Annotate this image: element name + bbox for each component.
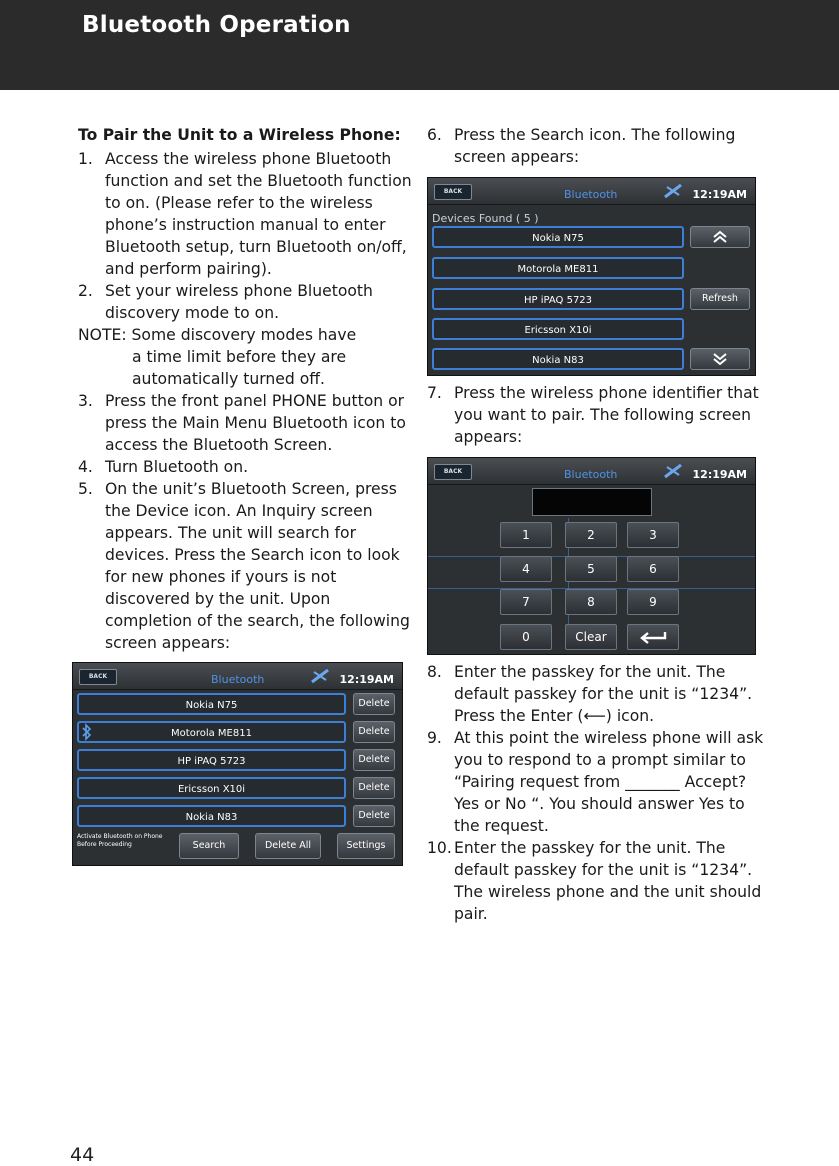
step-number: 5. xyxy=(78,480,93,498)
double-chevron-up-icon xyxy=(712,230,728,244)
devices-found-label: Devices Found ( 5 ) xyxy=(432,212,539,225)
device-button[interactable]: Nokia N83 xyxy=(432,348,684,370)
screen-title: Bluetooth xyxy=(564,188,618,201)
bluetooth-signal-icon xyxy=(662,182,684,200)
key-6[interactable]: 6 xyxy=(627,556,679,582)
step-text: Access the wireless phone Bluetooth function and set the Bluetooth function to on. (Please refer to the wireless phone’s instruction manual to enter Bluetooth setup, turn Bluetooth on/off, and perform pairing). xyxy=(105,150,412,278)
screen-title: Bluetooth xyxy=(564,468,618,481)
device-button[interactable]: HP iPAQ 5723 xyxy=(77,749,346,771)
enter-button[interactable] xyxy=(627,624,679,650)
device-button[interactable]: Motorola ME811 xyxy=(432,257,684,279)
clock: 12:19AM xyxy=(692,188,747,201)
delete-button[interactable]: Delete xyxy=(353,693,395,715)
device-button[interactable]: HP iPAQ 5723 xyxy=(432,288,684,310)
scroll-up-button[interactable] xyxy=(690,226,750,248)
delete-button[interactable]: Delete xyxy=(353,721,395,743)
step-text: On the unit’s Bluetooth Screen, press the Device icon. An Inquiry screen appears. The unit will search for devices. Press the Search icon to look for new phones if yours is not discovered by the unit. Upon completion of the search, the following screen appears: xyxy=(105,480,410,652)
device-list-screenshot xyxy=(72,662,403,866)
screen-topbar xyxy=(428,178,755,205)
bluetooth-icon xyxy=(82,723,92,741)
right-column xyxy=(427,124,767,925)
note-body: a time limit before they are automatically turned off. xyxy=(132,348,347,388)
step-number: 6. xyxy=(427,126,442,144)
step-7 xyxy=(427,382,767,448)
devices-found-screenshot xyxy=(427,177,756,376)
device-button[interactable]: Nokia N75 xyxy=(432,226,684,248)
step-number: 4. xyxy=(78,458,93,476)
step-2 xyxy=(78,280,418,324)
key-9[interactable]: 9 xyxy=(627,589,679,615)
key-7[interactable]: 7 xyxy=(500,589,552,615)
step-8 xyxy=(427,661,767,727)
screen-topbar xyxy=(73,663,402,690)
screen-title: Bluetooth xyxy=(211,673,265,686)
step-10 xyxy=(427,837,767,925)
scroll-down-button[interactable] xyxy=(690,348,750,370)
step-5 xyxy=(78,478,418,654)
passkey-display xyxy=(532,488,652,516)
delete-button[interactable]: Delete xyxy=(353,777,395,799)
step-4 xyxy=(78,456,418,478)
settings-button[interactable]: Settings xyxy=(337,833,395,859)
step-text: Turn Bluetooth on. xyxy=(105,458,249,476)
clear-button[interactable]: Clear xyxy=(565,624,617,650)
passkey-screenshot xyxy=(427,457,756,655)
device-button[interactable]: Nokia N83 xyxy=(77,805,346,827)
device-button[interactable]: Nokia N75 xyxy=(77,693,346,715)
step-text: Set your wireless phone Bluetooth discovery mode to on. xyxy=(105,282,373,322)
step-number: 3. xyxy=(78,392,93,410)
back-button[interactable]: BACK xyxy=(434,184,472,200)
delete-button[interactable]: Delete xyxy=(353,805,395,827)
double-chevron-down-icon xyxy=(712,352,728,366)
screen-topbar xyxy=(428,458,755,485)
back-button[interactable]: BACK xyxy=(434,464,472,480)
bluetooth-signal-icon xyxy=(309,667,331,685)
note-label: NOTE: Some discovery modes have xyxy=(78,326,357,344)
step-number: 7. xyxy=(427,384,442,402)
page-title: Bluetooth Operation xyxy=(82,12,351,38)
key-5[interactable]: 5 xyxy=(565,556,617,582)
step-text: Enter the passkey for the unit. The default passkey for the unit is “1234”. The wireless phone and the unit should pair. xyxy=(454,839,762,923)
page-number: 44 xyxy=(70,1144,95,1166)
step-text: Press the Search icon. The following screen appears: xyxy=(454,126,736,166)
key-2[interactable]: 2 xyxy=(565,522,617,548)
page-header xyxy=(0,0,839,90)
back-button[interactable]: BACK xyxy=(79,669,117,685)
enter-arrow-icon xyxy=(639,630,667,644)
activate-hint: Activate Bluetooth on Phone Before Proceeding xyxy=(77,833,163,848)
clock: 12:19AM xyxy=(339,673,394,686)
key-1[interactable]: 1 xyxy=(500,522,552,548)
key-8[interactable]: 8 xyxy=(565,589,617,615)
step-9 xyxy=(427,727,767,837)
step-6 xyxy=(427,124,767,168)
step-text: Press the front panel PHONE button or press the Main Menu Bluetooth icon to access the Bluetooth Screen. xyxy=(105,392,406,454)
step-number: 9. xyxy=(427,729,442,747)
delete-all-button[interactable]: Delete All xyxy=(255,833,321,859)
step-number: 2. xyxy=(78,282,93,300)
section-heading: To Pair the Unit to a Wireless Phone: xyxy=(78,126,401,144)
key-3[interactable]: 3 xyxy=(627,522,679,548)
step-text: Enter the passkey for the unit. The default passkey for the unit is “1234”. Press the Enter (⟵) icon. xyxy=(454,663,753,725)
step-3 xyxy=(78,390,418,456)
device-button[interactable]: Motorola ME811 xyxy=(77,721,346,743)
step-text: At this point the wireless phone will ask you to respond to a prompt similar to “Pairing request from _______ Accept? Yes or No “. You should answer Yes to the request. xyxy=(454,729,764,835)
step-1 xyxy=(78,148,418,280)
bluetooth-signal-icon xyxy=(662,462,684,480)
device-button[interactable]: Ericsson X10i xyxy=(77,777,346,799)
clock: 12:19AM xyxy=(692,468,747,481)
key-4[interactable]: 4 xyxy=(500,556,552,582)
delete-button[interactable]: Delete xyxy=(353,749,395,771)
left-column xyxy=(78,124,418,872)
search-button[interactable]: Search xyxy=(179,833,239,859)
step-number: 10. xyxy=(427,839,452,857)
key-0[interactable]: 0 xyxy=(500,624,552,650)
step-number: 1. xyxy=(78,150,93,168)
step-text: Press the wireless phone identifier that you want to pair. The following screen appears: xyxy=(454,384,759,446)
step-number: 8. xyxy=(427,663,442,681)
device-button[interactable]: Ericsson X10i xyxy=(432,318,684,340)
refresh-button[interactable]: Refresh xyxy=(690,288,750,310)
